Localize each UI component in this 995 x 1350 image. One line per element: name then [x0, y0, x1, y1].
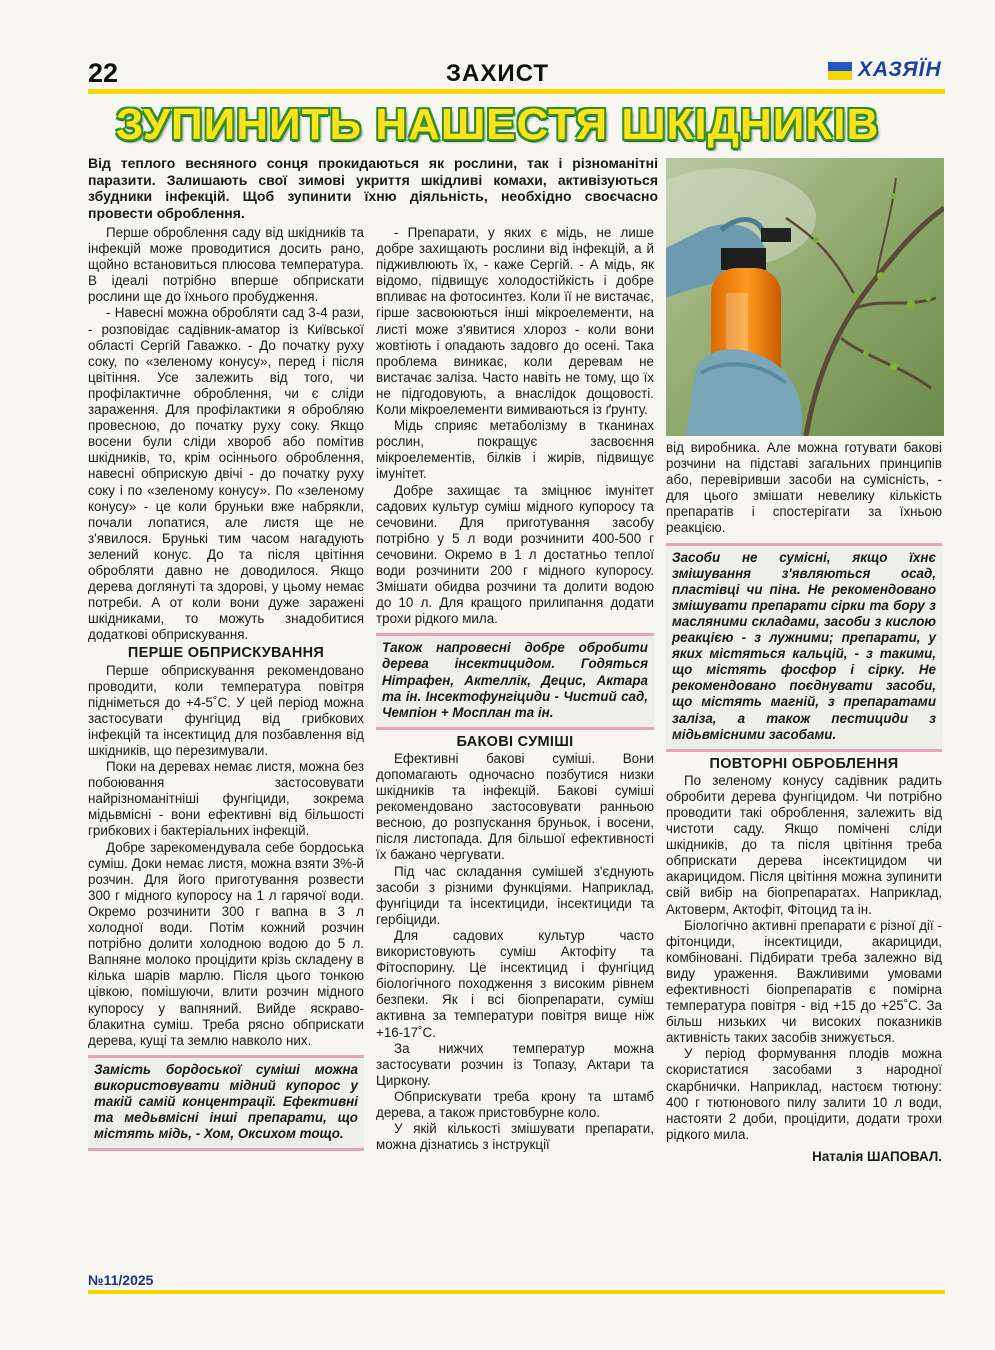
flag-icon [828, 62, 852, 71]
page-number: 22 [88, 58, 119, 88]
issue-number: №11/2025 [88, 1272, 154, 1288]
paragraph: Поки на деревах немає листя, можна без побоювання застосовувати найрізноманітніші фунгіциди, зокрема мідьвмісні - вони ефективні від більшості грибкових і бактеріальних інфекцій. [88, 759, 364, 839]
section-title: ЗАХИСТ [445, 60, 550, 87]
paragraph: - Навесні можна обробляти сад 3-4 рази, - розповідає садівник-аматор із Київської області Сергій Гаважко. - До початку руху соку, по «зеленому конусу», перед і після цвітіння. Усе залежить від того, чи профілактичне оброблення, чи є сліди зараження. Для профілактики я обробляю провесною, до початку руху соку. Якщо восени були сліди хвороб або помітив шкідників, то, крім осіннього оброблення, навесні обприскую двічі - до початку руху соку і по «зеленому конусу». По «зеленому конусу» - це коли бруньки вже набрякли, почали лопатися, але листя ще не з'явилося. Брунькі тим часом нагадують зелений конус. До та після цвітіння обробляти давно не доводилося. Якщо дерева доглянуті та здорові, у цьому немає потреби. А от коли вони дуже заражені шкідниками, то можуть знадобитися додаткові обприскування. [88, 305, 364, 643]
paragraph: По зеленому конусу садівник радить обробити дерева фунгіцидом. Чи потрібно проводити такі оброблення, залежить від чистоти саду. Якщо помічені сліди шкідників, до та після цвітіння треба обприскати дерева інсектицидом чи акарицидом. Після цвітіння можна зупинити свій вибір на біопрепаратах. Наприклад, Актоверм, Актофіт, Фітоцид та ін. [666, 772, 942, 917]
subheading-first-spraying: ПЕРШЕ ОБПРИСКУВАННЯ [127, 645, 325, 662]
callout-box: Замість бордоської суміші можна використовувати мідний купорос у такій самій концентрації. Ефективні та медьвмісні інші препарати, що містять мідь, - Хом, Оксихом тощо. [88, 1055, 364, 1151]
callout-box: Також напровесні добре обробити дерева інсектицидом. Годяться Нітрафен, Актеллік, Децис, Актара та ін. Інсектофунгіциди - Чистий сад, Чемпіон + Мосплан та ін. [376, 633, 654, 729]
paragraph: від виробника. Але можна готувати бакові розчини на підставі загальних принципів або, перевіривши засоби на сумісність, - для цього змішати невелику кількість препаратів і спостерігати за їхньою реакцією. [666, 440, 942, 536]
paragraph: - Препарати, у яких є мідь, не лише добре захищають рослини від інфекцій, а й підживлюють їх, - каже Сергій. - А мідь, як відомо, підвищує холодостійкість і добре впливає на фотосинтез. Коли її не вистачає, гірше засвоюються інші мікроелементи, на листі може з'явитися хлороз - коли вони жовтіють і опадають задовго до осені. Така проблема виникає, коли деревам не вистачає заліза. Часто навіть не тому, що їх не підгодовують, а внаслідок дощовості. Коли мікроелементи вимиваються із ґрунту. [376, 225, 654, 418]
callout-box: Засоби не сумісні, якщо їхнє змішування з'являються осад, пластівці чи піна. Не рекомендовано змішувати препарати сірки та бору з масляними складами, засоби з кислою реакцією - з лужними; препарати, у яких містяться кальцій, - з такими, що містять фосфор і сірку. Не рекомендовано поєднувати засоби, що містять магній, з препаратами заліза, а також пестициди з мідьвмісними засобами. [666, 543, 942, 752]
subheading-repeat-treatments: ПОВТОРНІ ОБРОБЛЕННЯ [709, 755, 899, 772]
paragraph: Для садових культур часто використовують суміш Актофіту та Фітоспорину. Це інсектицид і фунгіцид біологічного походження з високим рівнем безпеки. Як і всі біопрепарати, суміш активна за температури повітря вище ніж +16-17˚С. [376, 927, 654, 1040]
paragraph: Перше обприскування рекомендовано проводити, коли температура повітря підніметься до +4-5˚С. У цей період можна застосувати фунгіцид від грибкових інфекцій та інсектицид для позбавлення від шкідників, що перезимували. [88, 662, 364, 758]
brand-logo [828, 58, 946, 84]
column-1 [88, 225, 364, 1155]
paragraph: Перше оброблення саду від шкідників та інфекцій може проводитися досить рано, щойно встановиться плюсова температура. В ідеалі потрібно вперше обприскати рослини ще до їхнього пробудження. [88, 225, 364, 305]
column-2 [376, 225, 654, 1153]
column-3 [666, 440, 942, 1165]
headline: ЗУПИНИТЬ НАШЕСТЯ ШКІДНИКІВ [115, 100, 880, 149]
paragraph: У якій кількості змішувати препарати, можна дізнатись з інструкції [376, 1121, 654, 1153]
paragraph: Мідь сприяє метаболізму в тканинах рослин, покращує засвоєння мікроелементів, білків і жирів, підвищує імунітет. [376, 418, 654, 482]
subheading-tank-mixes: БАКОВІ СУМІШІ [456, 733, 574, 750]
paragraph: За нижчих температур можна застосувати розчин із Топазу, Актари та Циркону. [376, 1040, 654, 1088]
bottom-rule [88, 1290, 945, 1294]
top-rule [88, 89, 945, 94]
paragraph: У період формування плодів можна скористатися засобами з народної скарбнички. Наприклад, настоєм тютюну: 400 г тютюнового пилу залити 10 л води, настояти 2 доби, процідити, додати трохи рідкого мила. [666, 1046, 942, 1142]
flag-icon-lower [828, 71, 852, 80]
paragraph: Під час складання сумішей з'єднують засоби з різними функціями. Наприклад, фунгіциди та інсектициди, інсектициди та гербіциди. [376, 863, 654, 927]
paragraph: Обприскувати треба крону та штамб дерева, а також пристовбурне коло. [376, 1088, 654, 1120]
brand-name: ХАЗЯЇН [858, 58, 942, 81]
lead-paragraph: Від теплого весняного сонця прокидаються як рослини, так і різноманітні паразити. Залишають свої зимові укриття шкідливі комахи, активізуються збудники інфекцій. Щоб зупинити їхню діяльність, необхідно своєчасно провести оброблення. [88, 155, 658, 221]
garden-sprayer-photo [666, 158, 944, 436]
paragraph: Біологічно активні препарати є різної дії - фітонциди, інсектициди, акарициди, комбіновані. Підбирати треба залежно від виду ураження. Важливими умовами ефективності біопрепаратів є помірна температура повітря - від +15 до +25˚С. За більш низьких чи високих показників активність таких засобів знижується. [666, 917, 942, 1046]
paragraph: Добре захищає та зміцнює імунітет садових культур суміш мідного купоросу та сечовини. Для приготування засобу потрібно у 5 л води розчинити 400-500 г сечовини. Окремо в 1 л достатньо теплої води розчинити 200 г мідного купоросу. Змішати обидва розчини та долити водою до 10 л. Для кращого прилипання додати трохи рідкого мила. [376, 482, 654, 627]
paragraph: Добре зарекомендувала себе бордоська суміш. Доки немає листя, можна взяти 3%-й розчин. Для його приготування розвести 300 г мідного купоросу на 1 л гарячої води. Окремо розчинити 300 г вапна в 3 л холодної води. Потім кожний розчин потрібно долити холодною водою до 5 л. Вапняне молоко процідити крізь складену в кілька шарів марлю. Після цього тонкою цівкою, помішуючи, влити розчин мідного купоросу у вапняний. Вийде яскраво-блакитна суміш. Треба рясно обприскати дерева, кущі та землю навколо них. [88, 839, 364, 1048]
author-byline: Наталія ШАПОВАЛ. [812, 1148, 942, 1164]
paragraph: Ефективні бакові суміші. Вони допомагають одночасно позбутися низки шкідників та інфекцій. Бакові суміші рекомендовано застосовувати ранньою весною, до розпускання бруньок, і восени, після листопада. Для більшої ефективності їх бажано чергувати. [376, 750, 654, 863]
